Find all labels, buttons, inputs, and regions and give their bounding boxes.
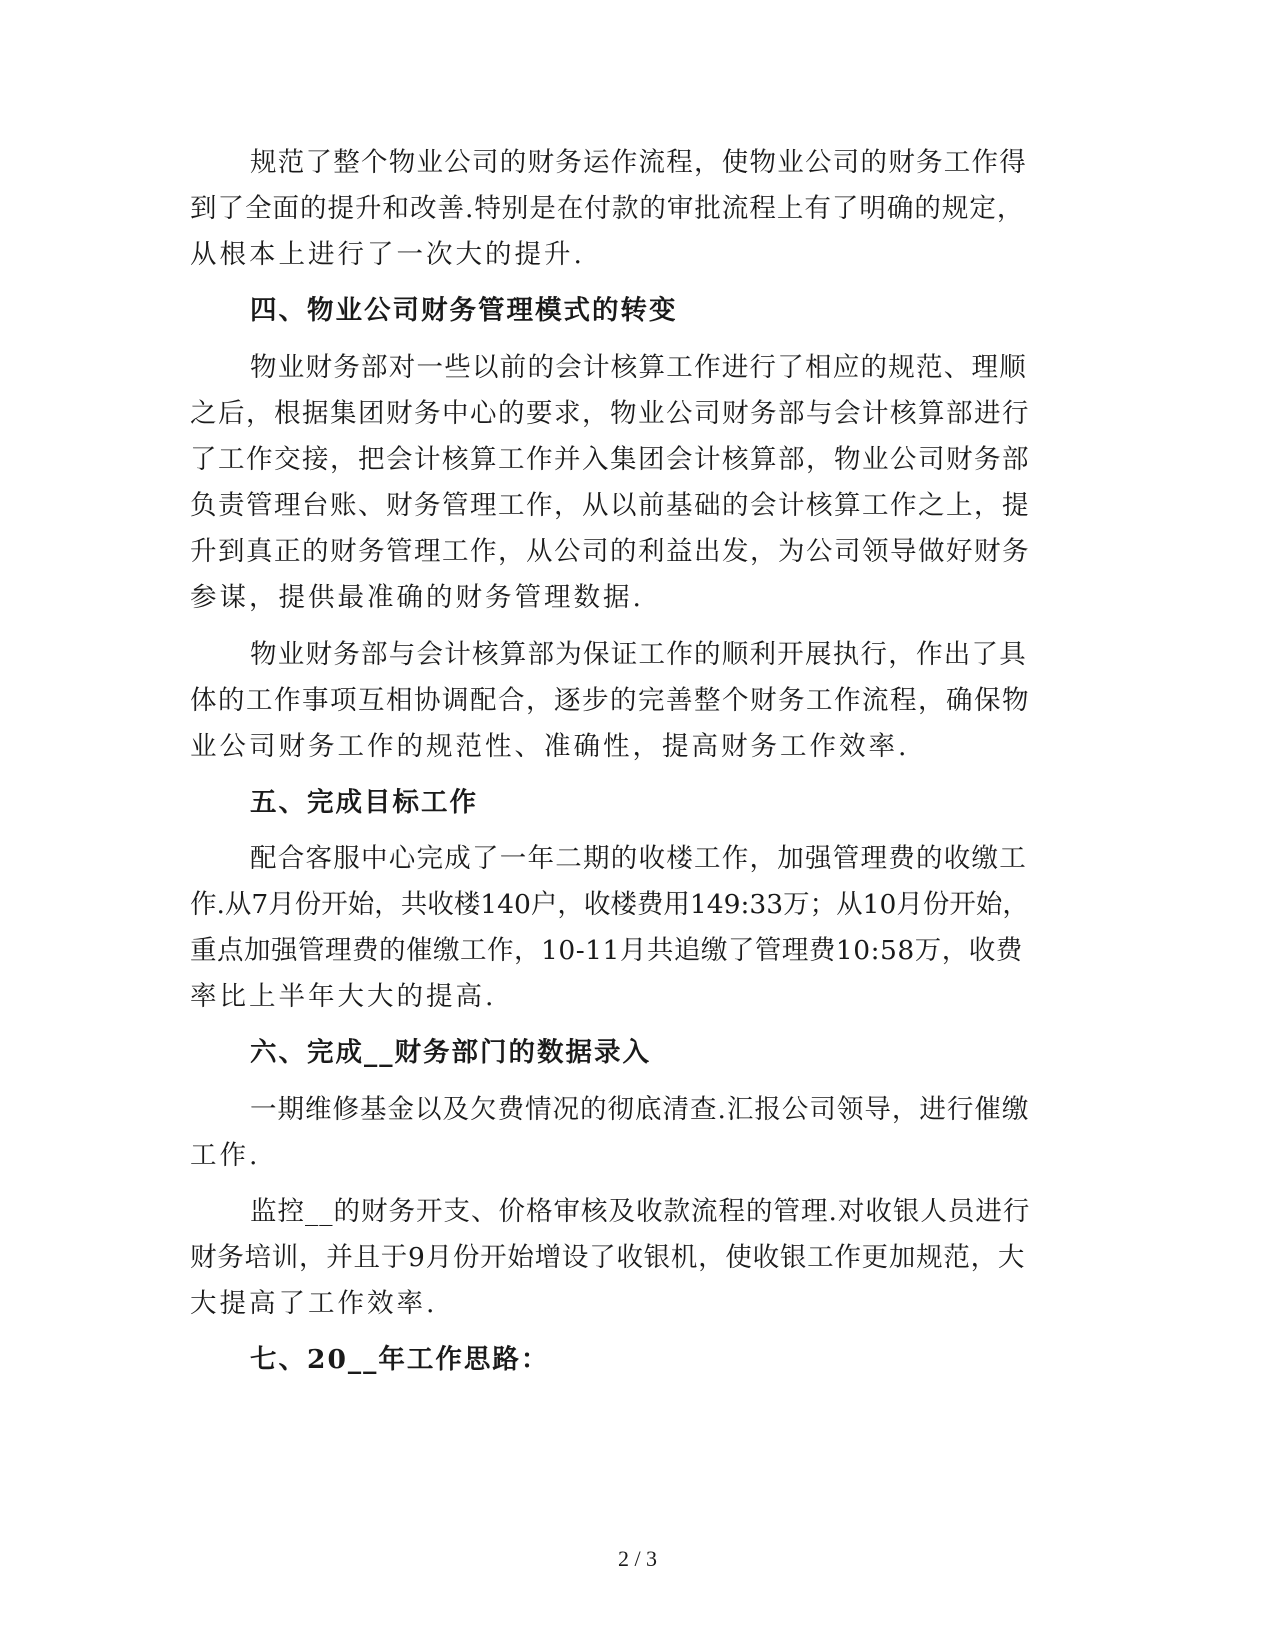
paragraph-2-line-3: 了工作交接，把会计核算工作并入集团会计核算部，物业公司财务部 [190, 444, 1030, 475]
paragraph-3-line-1: 物业财务部与会计核算部为保证工作的顺利开展执行，作出了具 [250, 639, 1027, 670]
paragraph-3-line-3: 业公司财务工作的规范性、准确性，提高财务工作效率. [190, 731, 910, 762]
paragraph-2-line-2: 之后，根据集团财务中心的要求，物业公司财务部与会计核算部进行 [190, 398, 1030, 429]
paragraph-4-line-3: 重点加强管理费的催缴工作，10-11月共追缴了管理费10:58万，收费 [190, 935, 1023, 966]
paragraph-2-line-6: 参谋，提供最准确的财务管理数据. [190, 582, 644, 613]
paragraph-4-line-4: 率比上半年大大的提高. [190, 981, 497, 1012]
paragraph-6-line-2: 财务培训，并且于9月份开始增设了收银机，使收银工作更加规范，大 [190, 1242, 1026, 1273]
paragraph-1-line-3: 从根本上进行了一次大的提升. [190, 239, 585, 270]
paragraph-4-line-2: 作.从7月份开始，共收楼140户，收楼费用149:33万；从10月份开始， [190, 889, 1029, 920]
paragraph-1-line-2: 到了全面的提升和改善.特别是在付款的审批流程上有了明确的规定， [190, 193, 1025, 224]
paragraph-6-line-3: 大提高了工作效率. [190, 1288, 438, 1319]
paragraph-1-line-1: 规范了整个物业公司的财务运作流程，使物业公司的财务工作得 [250, 147, 1027, 178]
page-number: 2 / 3 [617, 1546, 658, 1571]
paragraph-6-line-1: 监控__的财务开支、价格审核及收款流程的管理.对收银人员进行 [250, 1196, 1031, 1227]
paragraph-3-line-2: 体的工作事项互相协调配合，逐步的完善整个财务工作流程，确保物 [190, 685, 1030, 716]
section-heading-5: 五、完成目标工作 [250, 787, 478, 818]
paragraph-5-line-2: 工作. [190, 1140, 261, 1171]
paragraph-2-line-5: 升到真正的财务管理工作，从公司的利益出发，为公司领导做好财务 [190, 536, 1030, 567]
paragraph-4-line-1: 配合客服中心完成了一年二期的收楼工作，加强管理费的收缴工 [250, 843, 1027, 874]
section-heading-4: 四、物业公司财务管理模式的转变 [250, 295, 678, 326]
paragraph-2-line-4: 负责管理台账、财务管理工作，从以前基础的会计核算工作之上，提 [190, 490, 1030, 521]
section-heading-7: 七、20__年工作思路： [250, 1344, 550, 1375]
paragraph-2-line-1: 物业财务部对一些以前的会计核算工作进行了相应的规范、理顺 [250, 352, 1027, 383]
section-heading-6: 六、完成__财务部门的数据录入 [250, 1037, 651, 1068]
paragraph-5-line-1: 一期维修基金以及欠费情况的彻底清查.汇报公司领导，进行催缴 [250, 1094, 1030, 1125]
